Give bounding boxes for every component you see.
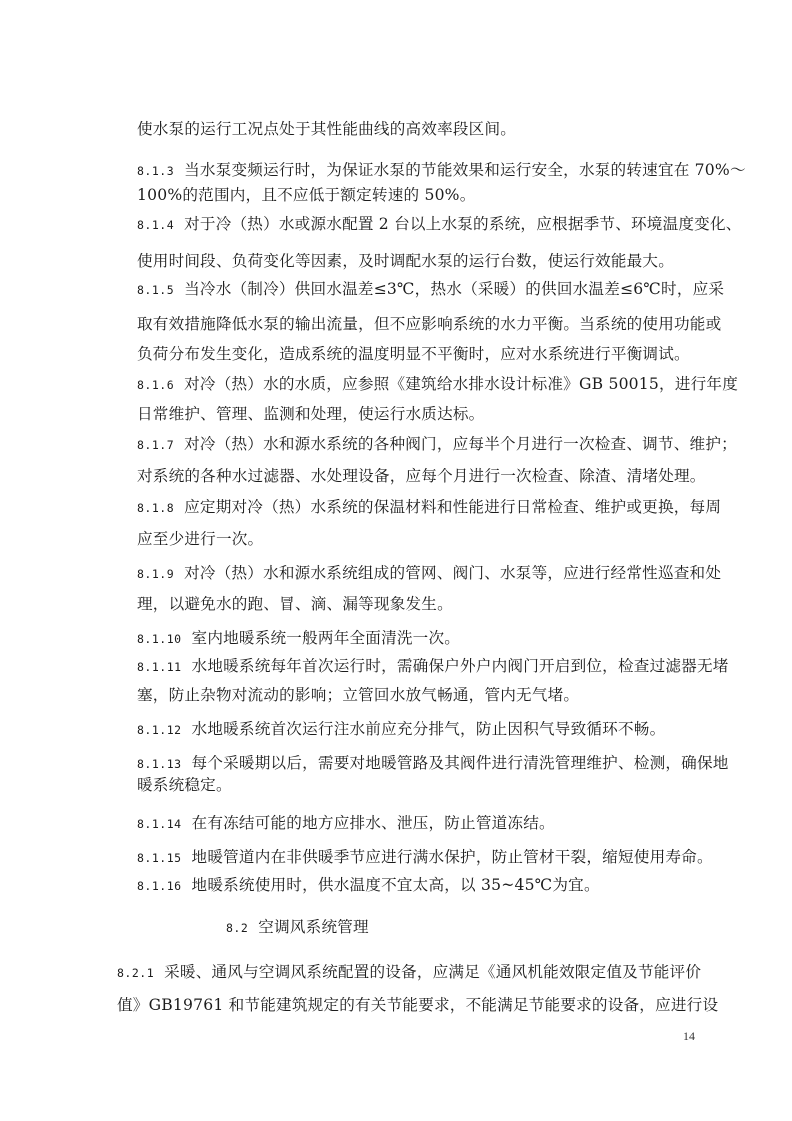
clause-8-1-13-line-2: 暖系统稳定。 (137, 776, 232, 794)
clause-number: 8.1.7 (137, 438, 175, 452)
section-heading-8-2 (226, 916, 369, 939)
clause-8-1-14: 8.1.14 在有冻结可能的地方应排水、泄压，防止管道冻结。 (137, 814, 555, 832)
clause-number: 8.1.6 (137, 378, 175, 392)
clause-8-1-3-line-1: 8.1.3 当水泵变频运行时，为保证水泵的节能效果和运行安全，水泵的转速宜在 70%～ (137, 161, 746, 179)
clause-8-2-1-line-1: 8.2.1 采暖、通风与空调风系统配置的设备，应满足《通风机能效限定值及节能评价 (117, 963, 702, 981)
clause-number: 8.1.10 (137, 632, 182, 646)
clause-number: 8.1.4 (137, 218, 175, 232)
clause-8-1-3-line-2: 100%的范围内，且不应低于额定转速的 50%。 (137, 186, 476, 204)
clause-8-1-11-line-2: 塞，防止杂物对流动的影响；立管回水放气畅通，管内无气堵。 (137, 686, 580, 704)
clause-8-2-1-line-2: 值》GB19761 和节能建筑规定的有关节能要求，不能满足节能要求的设备，应进行设 (117, 996, 719, 1014)
clause-number: 8.1.14 (137, 817, 182, 831)
clause-number: 8.1.5 (137, 283, 175, 297)
clause-number: 8.2.1 (117, 966, 155, 980)
clause-8-1-15: 8.1.15 地暖管道内在非供暖季节应进行满水保护，防止管材干裂，缩短使用寿命。 (137, 848, 713, 866)
clause-number: 8.1.13 (137, 757, 182, 771)
clause-8-1-8-line-1: 8.1.8 应定期对冷（热）水系统的保温材料和性能进行日常检查、维护或更换，每周 (137, 498, 722, 516)
clause-8-1-10: 8.1.10 室内地暖系统一般两年全面清洗一次。 (137, 629, 461, 647)
clause-8-1-8-line-2: 应至少进行一次。 (137, 530, 264, 548)
clause-8-1-4-line-1: 8.1.4 对于冷（热）水或源水配置 2 台以上水泵的系统，应根据季节、环境温度变化、 (137, 215, 742, 233)
clause-8-1-16: 8.1.16 地暖系统使用时，供水温度不宜太高，以 35~45℃为宜。 (137, 876, 600, 894)
clause-8-1-9-line-2: 理，以避免水的跑、冒、滴、漏等现象发生。 (137, 595, 453, 613)
clause-8-1-12: 8.1.12 水地暖系统首次运行注水前应充分排气，防止因积气导致循环不畅。 (137, 720, 666, 738)
clause-8-1-4-line-2: 使用时间段、负荷变化等因素，及时调配水泵的运行台数，使运行效能最大。 (137, 252, 674, 270)
clause-number: 8.1.15 (137, 851, 182, 865)
clause-8-1-11-line-1: 8.1.11 水地暖系统每年首次运行时，需确保户外户内阀门开启到位，检查过滤器无堵 (137, 657, 729, 675)
clause-number: 8.1.9 (137, 567, 175, 581)
paragraph-continuation: 使水泵的运行工况点处于其性能曲线的高效率段区间。 (137, 120, 517, 138)
clause-8-1-9-line-1: 8.1.9 对冷（热）水和源水系统组成的管网、阀门、水泵等，应进行经常性巡查和处 (137, 564, 722, 582)
section-number: 8.2 (226, 921, 249, 935)
clause-number: 8.1.8 (137, 501, 175, 515)
clause-number: 8.1.3 (137, 164, 175, 178)
section-title: 空调风系统管理 (258, 918, 369, 936)
clause-8-1-5-line-3: 负荷分布发生变化，造成系统的温度明显不平衡时，应对水系统进行平衡调试。 (137, 345, 690, 363)
clause-number: 8.1.11 (137, 660, 182, 674)
clause-8-1-13-line-1: 8.1.13 每个采暖期以后，需要对地暖管路及其阀件进行清洗管理维护、检测，确保地 (137, 754, 729, 772)
clause-8-1-7-line-2: 对系统的各种水过滤器、水处理设备，应每个月进行一次检查、除渣、清堵处理。 (137, 467, 706, 485)
clause-8-1-5-line-2: 取有效措施降低水泵的输出流量，但不应影响系统的水力平衡。当系统的使用功能或 (137, 315, 722, 333)
clause-8-1-7-line-1: 8.1.7 对冷（热）水和源水系统的各种阀门，应每半个月进行一次检查、调节、维护； (137, 435, 737, 453)
clause-8-1-6-line-2: 日常维护、管理、监测和处理，使运行水质达标。 (137, 405, 485, 423)
clause-8-1-5-line-1: 8.1.5 当冷水（制冷）供回水温差≤3℃，热水（采暖）的供回水温差≤6℃时，应采 (137, 280, 725, 298)
clause-8-1-6-line-1: 8.1.6 对冷（热）水的水质，应参照《建筑给水排水设计标准》GB 50015，进行年度 (137, 375, 739, 393)
clause-number: 8.1.16 (137, 879, 182, 893)
clause-number: 8.1.12 (137, 723, 182, 737)
page-number: 14 (683, 1029, 695, 1043)
